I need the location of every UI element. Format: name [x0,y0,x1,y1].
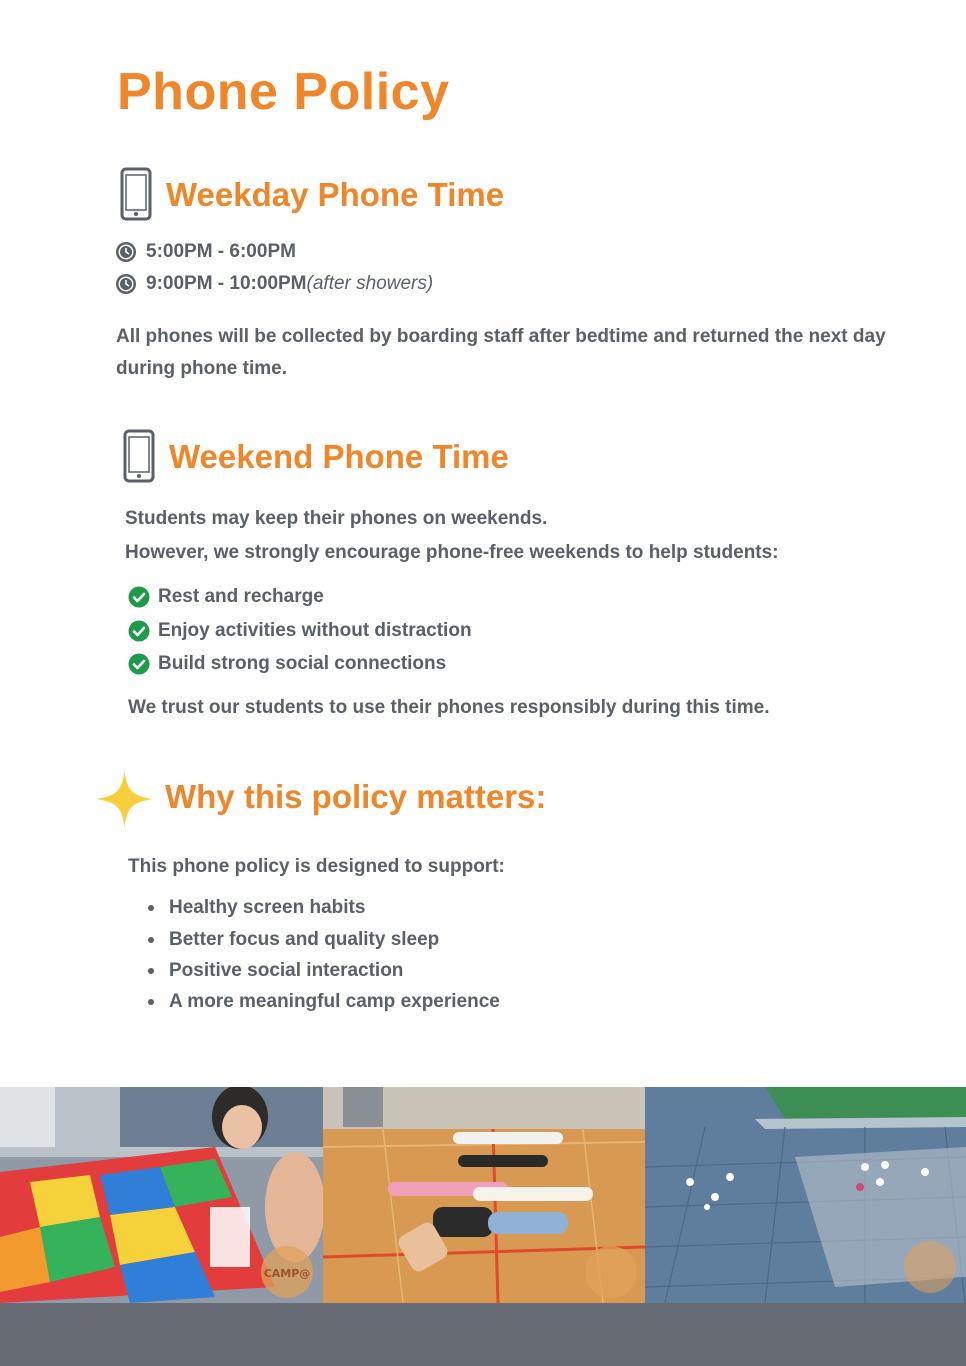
benefit-item [128,653,446,675]
weekday-time-row [115,273,433,295]
clock-icon [115,241,137,263]
weekday-paragraph: All phones will be collected by boarding staff after bedtime and returned the next day during phone time. [116,326,886,379]
photo-board-game [0,1087,323,1303]
weekday-time-note: (after showers) [306,273,434,294]
why-point-text: Healthy screen habits [169,897,366,918]
page-title: Phone Policy [117,63,450,121]
benefit-item [128,586,324,608]
weekend-closing: We trust our students to use their phones responsibly during this time. [128,697,770,718]
bullet-dot [148,968,154,974]
phone-icon [122,429,156,483]
why-point-text: Better focus and quality sleep [169,929,440,950]
benefit-text: Enjoy activities without distraction [158,620,472,641]
camp-logo-text: CAMP@ [263,1267,311,1280]
benefit-text: Rest and recharge [158,586,324,607]
why-point-text: A more meaningful camp experience [169,991,500,1012]
clock-icon [115,273,137,295]
check-circle-icon [128,620,150,642]
photo-strip [0,1087,966,1303]
why-point-text: Positive social interaction [169,960,404,981]
check-circle-icon [128,653,150,675]
why-heading: Why this policy matters: [165,778,547,815]
why-intro: This phone policy is designed to support: [128,856,505,877]
why-point [148,929,439,951]
weekend-line: However, we strongly encourage phone-free weekends to help students: [125,542,779,563]
why-point [148,897,365,919]
weekday-time-row [115,241,296,263]
why-point [148,960,403,982]
check-circle-icon [128,586,150,608]
photo-gym-floor [323,1087,645,1303]
bullet-dot [148,905,154,911]
photo-playground [645,1087,966,1303]
benefit-item [128,620,472,642]
phone-icon [119,167,153,221]
weekend-heading: Weekend Phone Time [169,438,509,475]
bullet-dot [148,999,154,1005]
footer-band [0,1303,966,1366]
benefit-text: Build strong social connections [158,653,447,674]
weekday-heading: Weekday Phone Time [166,176,505,213]
weekday-time: 9:00PM - 10:00PM [146,273,307,294]
weekend-line: Students may keep their phones on weekends. [125,508,548,529]
sparkle-icon [96,771,153,827]
weekday-time: 5:00PM - 6:00PM [146,241,296,262]
bullet-dot [148,937,154,943]
why-point [148,991,500,1013]
